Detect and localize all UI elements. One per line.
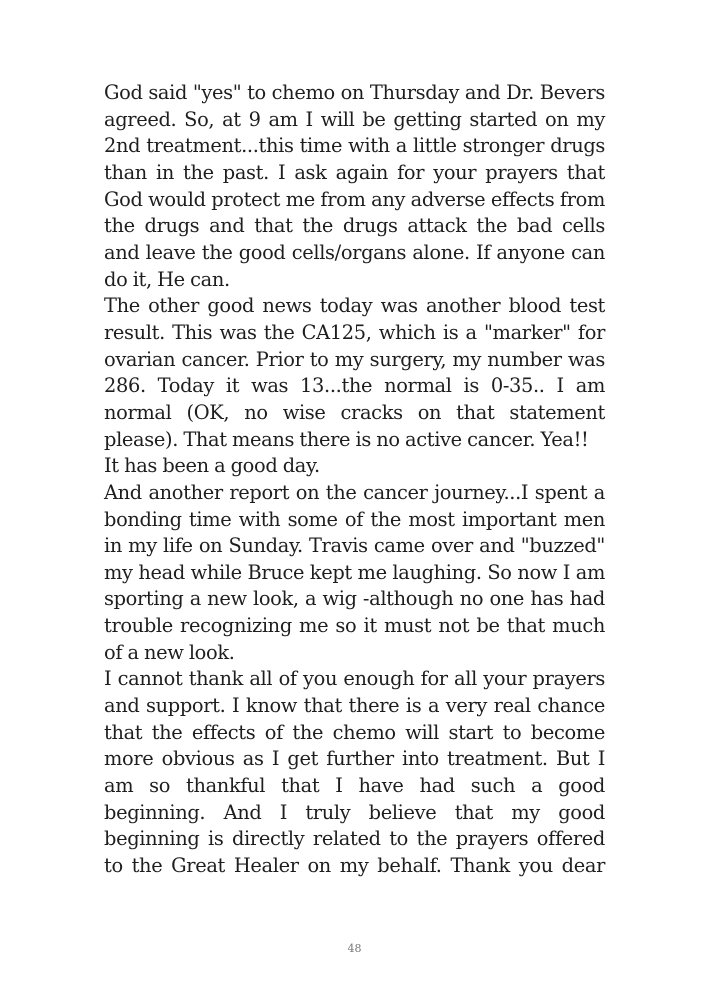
body-text	[104, 80, 605, 880]
paragraph-cancer-journey: And another report on the cancer journey...I spent a bonding time with some of the most important men in my life on Sunday. Travis came over and "buzzed" my head while Bruce kept me laughing. So now I am sporting a new look, a wig -although no one has had trouble recognizing me so it must not be that much of a new look.	[104, 480, 605, 664]
paragraph-good-day: It has been a good day.	[104, 454, 320, 478]
paragraph-blood-test: The other good news today was another blood test result. This was the CA125, which is a "marker" for ovarian cancer. Prior to my surgery, my number was 286. Today it was 13...the normal is 0-35.. I am normal (OK, no wise cracks on that statement please). That means there is no active cancer. Yea!!	[104, 294, 605, 451]
page-number: 48	[347, 942, 362, 955]
paragraph-thank-you: I cannot thank all of you enough for all your prayers and support. I know that there is a very real chance that the effects of the chemo will start to become more obvious as I get further into treatment. But I am so thankful that I have had such a good beginning. And I truly believe that my good beginning is directly related to the prayers offered to the Great Healer on my behalf. Thank you dear	[104, 667, 605, 878]
paragraph-chemo-thursday: God said "yes" to chemo on Thursday and Dr. Bevers agreed. So, at 9 am I will be getting started on my 2nd treatment...this time with a little stronger drugs than in the past. I ask again for your prayers that God would protect me from any adverse effects from the drugs and that the drugs attack the bad cells and leave the good cells/organs alone. If anyone can do it, He can.	[104, 81, 605, 291]
